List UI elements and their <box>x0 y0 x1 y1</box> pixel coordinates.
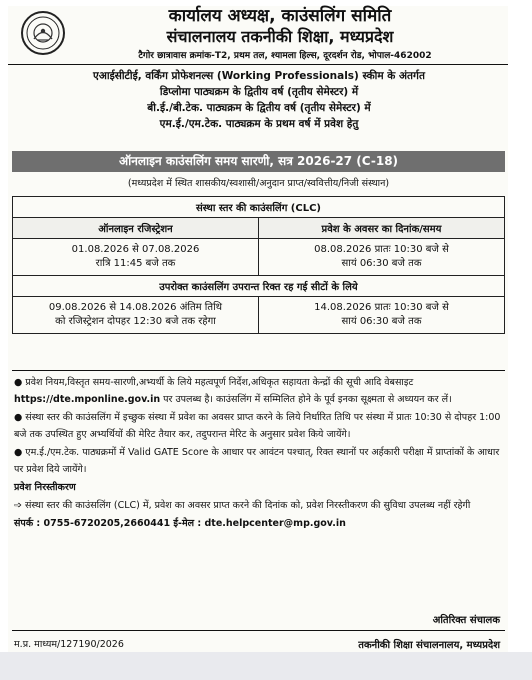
instruction-item <box>14 374 502 408</box>
table-cell <box>13 239 259 276</box>
cell-line: 14.08.2026 प्रातः 10:30 बजे से <box>314 302 449 313</box>
instruction-text: ● प्रवेश नियम,विस्तृत समय-सारणी,अभ्यर्थी के लिये महत्वपूर्ण निर्देश,अधिकृत सहायता केन्द्रों की सूची आदि वेबसाइट <box>14 377 414 388</box>
website-link[interactable]: https://dte.mponline.gov.in <box>14 394 161 405</box>
institutes-note: (मध्यप्रदेश में स्थित शासकीय/स्वशासी/अनुदान प्राप्त/स्ववित्तीय/निजी संस्थान) <box>127 178 390 189</box>
cell-line: सायं 06:30 बजे तक <box>341 316 422 327</box>
instruction-item: ● संस्था स्तर की काउंसलिंग में इच्छुक संस्था में प्रवेश का अवसर प्राप्त करने के लिये निर्धारित तिथि पर संस्था में प्रातः 10:30 से दोपहर 1:00 बजे तक उपस्थित हुए अभ्यर्थियों की मेरिट तैयार कर, तदुपरान्त मेरिट के अनुसार प्रवेश किये जायेंगे। <box>14 412 501 440</box>
intro-line: एम.ई./एम.टेक. पाठ्यक्रम के प्रथम वर्ष में प्रवेश हेतु <box>159 118 359 130</box>
section-clc-title: संस्था स्तर की काउंसलिंग (CLC) <box>13 197 505 218</box>
cell-line: 08.08.2026 प्रातः 10:30 बजे से <box>314 244 449 255</box>
page-background-strip <box>0 652 532 680</box>
intro-line: बी.ई./बी.टेक. पाठ्यक्रम के द्वितीय वर्ष (तृतीय सेमेस्टर) में <box>147 102 371 114</box>
cancellation-text: ➩ संस्था स्तर की काउंसलिंग (CLC) में, प्रवेश का अवसर प्राप्त करने की दिनांक को, प्रवेश निरस्तीकरण की सुविधा उपलब्ध नहीं रहेगी <box>14 500 471 511</box>
counselling-schedule-table <box>12 196 505 334</box>
instruction-item: ● एम.ई./एम.टेक. पाठ्यक्रमों में Valid GATE Score के आधार पर आवंटन पश्चात्, रिक्त स्थानों पर अर्हकारी परीक्षा में प्राप्तांकों के आधार पर प्रवेश दिये जायेंगे। <box>14 447 500 475</box>
header-divider <box>8 64 508 65</box>
office-address: टैगोर छात्रावास क्रमांक-T2, प्रथम तल, श्यामला हिल्स, दूरदर्शन रोड, भोपाल-462002 <box>138 51 432 61</box>
scheme-intro <box>24 68 494 132</box>
cell-line: 09.08.2026 से 14.08.2026 अंतिम तिथि <box>48 302 223 313</box>
cell-line: को रजिस्ट्रेशन दोपहर 12:30 बजे तक रहेगा <box>55 316 216 327</box>
column-header-admission-date: प्रवेश के अवसर का दिनांक/समय <box>259 218 505 239</box>
column-header-registration: ऑनलाइन रजिस्ट्रेशन <box>13 218 259 239</box>
cell-line: 01.08.2026 से 07.08.2026 <box>71 244 200 255</box>
intro-line: डिप्लोमा पाठ्यक्रम के द्वितीय वर्ष (तृतीय सेमेस्टर) में <box>159 86 359 98</box>
table-cell <box>259 297 505 334</box>
signatory-office: तकनीकी शिक्षा संचालनालय, मध्यप्रदेश <box>358 640 500 651</box>
table-bottom-rule <box>12 370 505 371</box>
intro-line: एआईसीटीई, वर्किंग प्रोफेशनल्स (Working Professionals) स्कीम के अंतर्गत <box>93 70 425 82</box>
cell-line: रात्रि 11:45 बजे तक <box>95 258 176 269</box>
contact-info: संपर्क : 0755-6720205,2660441 ई-मेल : dte.helpcenter@mp.gov.in <box>14 518 346 529</box>
cell-line: सायं 06:30 बजे तक <box>341 258 422 269</box>
table-cell <box>259 239 505 276</box>
office-title: कार्यालय अध्यक्ष, काउंसलिंग समिति <box>168 6 392 26</box>
signatory-title: अतिरिक्त संचालक <box>432 615 500 626</box>
reference-number: म.प्र. माध्यम/127190/2026 <box>14 639 124 650</box>
footer-divider <box>12 630 505 631</box>
cancellation-heading: प्रवेश निरस्तीकरण <box>14 482 76 493</box>
schedule-title-band: ऑनलाइन काउंसलिंग समय सारणी, सत्र 2026-27 (C-18) <box>12 151 505 172</box>
table-cell <box>13 297 259 334</box>
instructions-section <box>14 374 502 533</box>
directorate-title: संचालनालय तकनीकी शिक्षा, मध्यप्रदेश <box>166 27 394 46</box>
section-vacant-seats-title: उपरोक्त काउंसलिंग उपरान्त रिक्त रह गई सीटों के लिये <box>13 276 505 297</box>
instruction-text: पर उपलब्ध है। काउंसलिंग में सम्मिलित होने के पूर्व इनका सूक्ष्मता से अध्ययन कर लें। <box>160 394 452 405</box>
